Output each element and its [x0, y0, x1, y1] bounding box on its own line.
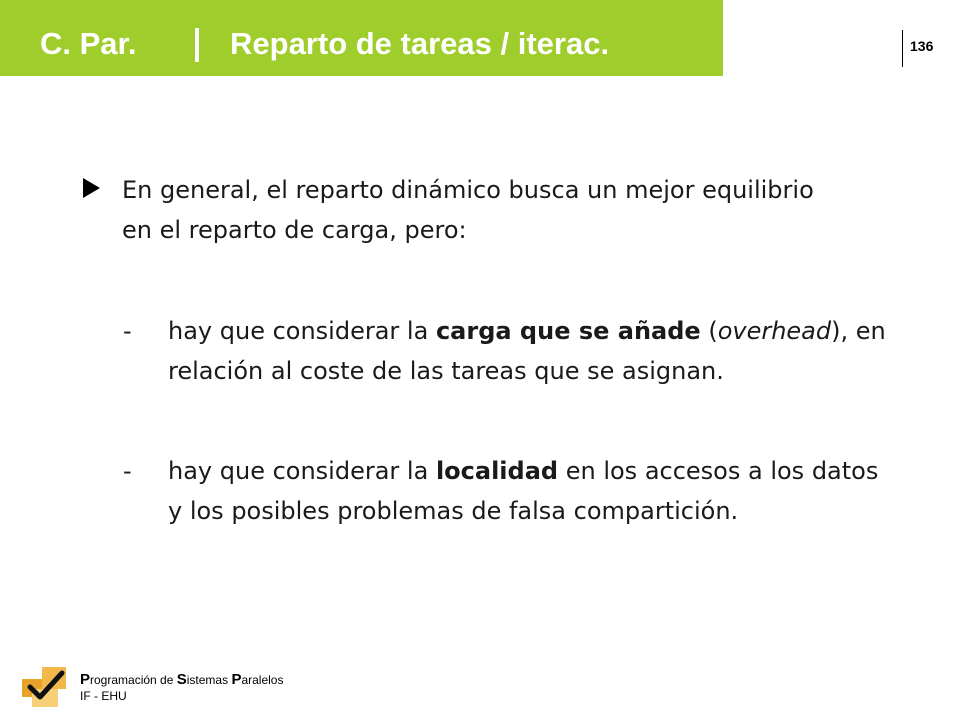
triangle-bullet-icon: [83, 178, 100, 198]
course-name-part: aralelos: [241, 673, 284, 687]
checkmark-logo-icon: [22, 667, 70, 707]
page-number-separator: [902, 30, 903, 67]
item-text: hay que considerar la: [168, 317, 436, 345]
item-text: hay que considerar la: [168, 457, 436, 485]
item-emphasis: carga que se añade: [435, 317, 701, 345]
course-name-part: rogramación de: [90, 673, 177, 687]
list-item: [168, 451, 888, 531]
page-number: 136: [910, 38, 934, 54]
course-name: [80, 672, 283, 688]
course-name-part: istemas: [186, 673, 232, 687]
lead-bullet-text: En general, el reparto dinámico busca un mejor equilibrio en el reparto de carga, pero:: [122, 176, 814, 244]
list-dash: -: [123, 457, 132, 485]
footer-credits: [80, 672, 283, 704]
list-item: [168, 311, 888, 391]
item-text: (: [700, 317, 718, 345]
title-separator: [195, 28, 199, 62]
item-text: en los accesos a los datos y los posibles problemas de falsa compartición.: [168, 457, 879, 525]
item-emphasis: localidad: [435, 457, 559, 485]
list-dash: -: [123, 317, 132, 345]
item-text: ), en relación al coste de las tareas que se asignan.: [168, 317, 886, 385]
slide-title: Reparto de tareas / iterac.: [230, 26, 610, 61]
item-italic: overhead: [717, 317, 832, 345]
initial-letter: P: [80, 671, 91, 688]
initial-letter: S: [176, 671, 187, 688]
initial-letter: P: [231, 671, 242, 688]
institution: IF - EHU: [80, 689, 127, 703]
course-label: C. Par.: [40, 26, 137, 61]
